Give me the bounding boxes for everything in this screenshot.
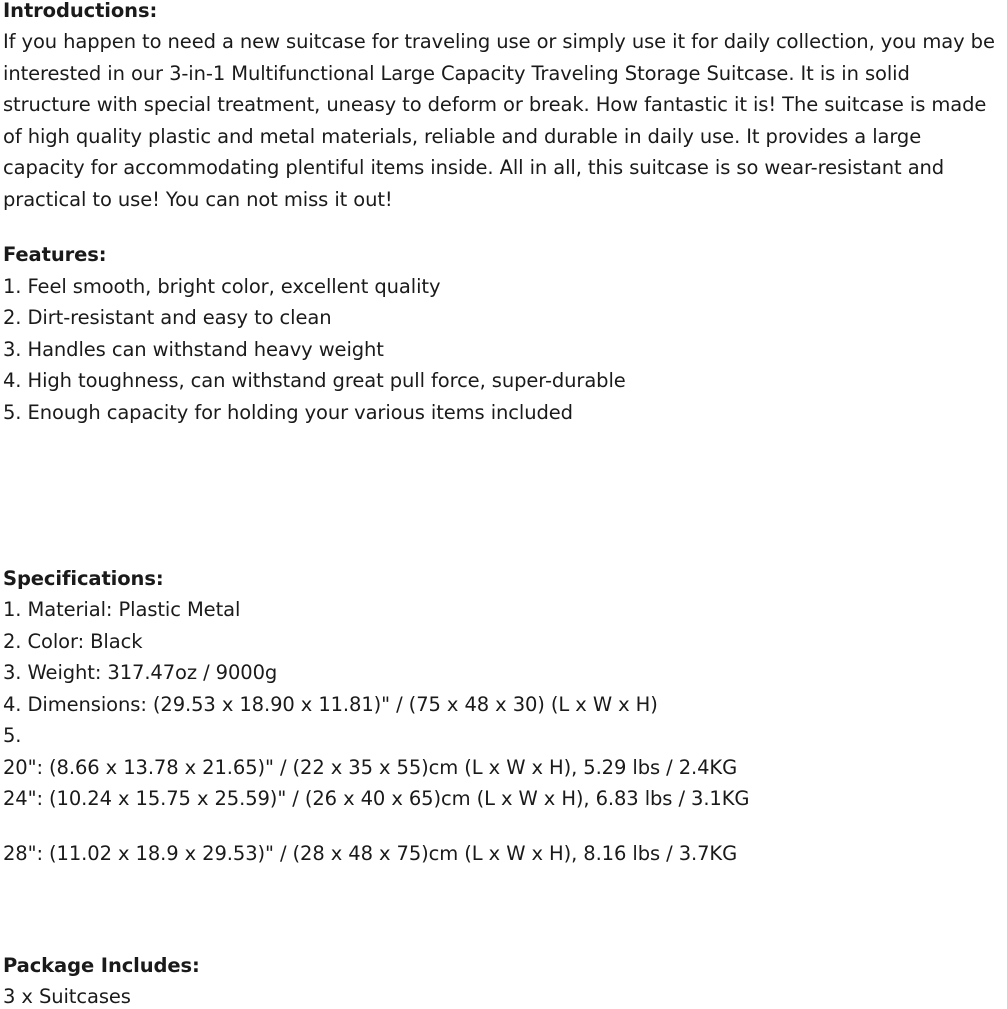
introductions-line: capacity for accommodating plentiful items inside. All in all, this suitcase is so wear-resistant and xyxy=(3,156,945,179)
introductions-line: structure with special treatment, uneasy to deform or break. How fantastic it is! The suitcase is made xyxy=(3,93,987,116)
specification-item: 2. Color: Black xyxy=(3,630,143,653)
introductions-line: of high quality plastic and metal materials, reliable and durable in daily use. It provides a large xyxy=(3,125,922,148)
introductions-line: practical to use! You can not miss it out! xyxy=(3,188,393,211)
specification-item: 4. Dimensions: (29.53 x 18.90 x 11.81)" / (75 x 48 x 30) (L x W x H) xyxy=(3,693,658,716)
package-item: 3 x Suitcases xyxy=(3,985,131,1008)
feature-item: 4. High toughness, can withstand great pull force, super-durable xyxy=(3,369,626,392)
introductions-line: If you happen to need a new suitcase for traveling use or simply use it for daily collection, you may be xyxy=(3,30,995,53)
feature-item: 5. Enough capacity for holding your various items included xyxy=(3,401,573,424)
introductions-line: interested in our 3-in-1 Multifunctional Large Capacity Traveling Storage Suitcase. It is in solid xyxy=(3,62,910,85)
feature-item: 2. Dirt-resistant and easy to clean xyxy=(3,306,332,329)
package-heading: Package Includes: xyxy=(3,954,200,977)
specifications-heading: Specifications: xyxy=(3,567,164,590)
feature-item: 3. Handles can withstand heavy weight xyxy=(3,338,384,361)
introductions-heading: Introductions: xyxy=(3,0,158,22)
features-heading: Features: xyxy=(3,243,107,266)
size-spec-28: 28": (11.02 x 18.9 x 29.53)" / (28 x 48 x 75)cm (L x W x H), 8.16 lbs / 3.7KG xyxy=(3,842,738,865)
specification-item: 1. Material: Plastic Metal xyxy=(3,598,241,621)
specification-item: 5. xyxy=(3,724,22,747)
size-spec-24: 24": (10.24 x 15.75 x 25.59)" / (26 x 40 x 65)cm (L x W x H), 6.83 lbs / 3.1KG xyxy=(3,787,750,810)
specification-item: 3. Weight: 317.47oz / 9000g xyxy=(3,661,278,684)
size-spec-20: 20": (8.66 x 13.78 x 21.65)" / (22 x 35 x 55)cm (L x W x H), 5.29 lbs / 2.4KG xyxy=(3,756,738,779)
feature-item: 1. Feel smooth, bright color, excellent quality xyxy=(3,275,441,298)
